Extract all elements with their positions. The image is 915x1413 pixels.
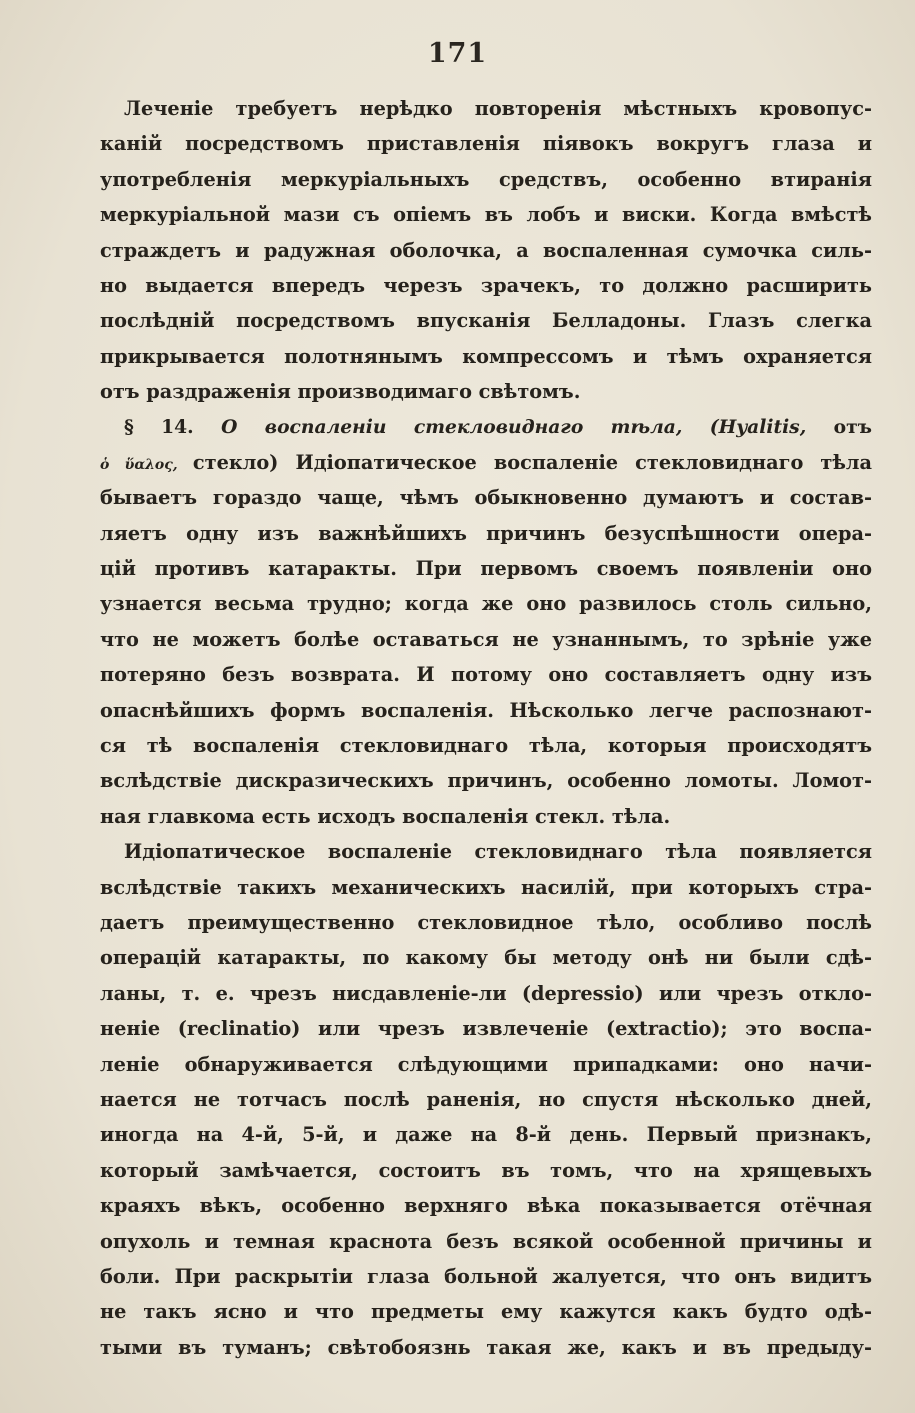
section-heading: О воспаленіи стекловиднаго тѣла, bbox=[221, 415, 710, 438]
text-line: боли. При раскрытіи глаза больной жалуется, что онъ видитъ bbox=[100, 1264, 872, 1288]
text-line: краяхъ вѣкъ, особенно верхняго вѣка показывается отёчная bbox=[100, 1194, 872, 1218]
text-line: ляетъ одну изъ важнѣйшихъ причинъ безуспѣшности опера- bbox=[100, 521, 872, 545]
text-line: иногда на 4-й, 5-й, и даже на 8-й день. Первый признакъ, bbox=[100, 1123, 872, 1147]
text-line: прикрывается полотнянымъ компрессомъ и тѣмъ охраняется bbox=[100, 344, 872, 368]
body-text bbox=[100, 91, 872, 1365]
text-line: вслѣдствіе такихъ механическихъ насилій, при которыхъ стра- bbox=[100, 875, 872, 899]
text-line: послѣдній посредствомъ впусканія Белладоны. Глазъ слегка bbox=[100, 309, 872, 333]
text-line: цій противъ катаракты. При первомъ своемъ появленіи оно bbox=[100, 557, 872, 581]
text-line: Идіопатическое воспаленіе стекловиднаго тѣла появляется bbox=[124, 840, 872, 864]
text-line: который замѣчается, состоитъ въ томъ, что на хрящевыхъ bbox=[100, 1158, 872, 1182]
text-line: что не можетъ болѣе оставаться не узнаннымъ, то зрѣніе уже bbox=[100, 627, 872, 651]
text-fragment: стекло) Идіопатическое воспаленіе стекловиднаго тѣла bbox=[192, 450, 872, 474]
text-line: потеряно безъ возврата. И потому оно составляетъ одну изъ bbox=[100, 663, 872, 687]
text-line: опаснѣйшихъ формъ воспаленія. Нѣсколько легче распознают- bbox=[100, 698, 872, 722]
paragraph-hyalitis bbox=[100, 410, 872, 835]
greek-term: ὁ ὕαλος, bbox=[100, 456, 193, 473]
text-line: употребленія меркуріальныхъ средствъ, особенно втиранія bbox=[100, 167, 872, 191]
text-line: ная главкома есть исходъ воспаленія стекл. тѣла. bbox=[100, 804, 671, 828]
text-line: ланы, т. е. чрезъ нисдавленіе-ли (depressio) или чрезъ откло- bbox=[100, 981, 872, 1005]
text-line: неніе (reclinatio) или чрезъ извлеченіе (extractio); это воспа- bbox=[100, 1017, 872, 1041]
text-line bbox=[100, 445, 872, 480]
text-line: опухоль и темная краснота безъ всякой особенной причины и bbox=[100, 1229, 872, 1253]
text-line: не такъ ясно и что предметы ему кажутся какъ будто одѣ- bbox=[100, 1300, 872, 1324]
text-line: бываетъ гораздо чаще, чѣмъ обыкновенно думаютъ и состав- bbox=[100, 486, 872, 510]
text-line: отъ раздраженія производимаго свѣтомъ. bbox=[100, 380, 581, 404]
paragraph-idiopathic bbox=[100, 834, 872, 1365]
text-line: вслѣдствіе дискразическихъ причинъ, особенно ломоты. Ломот- bbox=[100, 769, 872, 793]
text-line: узнается весьма трудно; когда же оно развилось столь сильно, bbox=[100, 592, 872, 616]
text-line: Леченіе требуетъ нерѣдко повторенія мѣстныхъ кровопус- bbox=[124, 97, 872, 120]
text-line: тыми въ туманъ; свѣтобоязнь такая же, какъ и въ предыду- bbox=[100, 1335, 872, 1359]
text-line: ся тѣ воспаленія стекловиднаго тѣла, которыя происходятъ bbox=[100, 734, 872, 758]
section-heading-line bbox=[100, 410, 872, 445]
section-number: § 14. bbox=[124, 415, 222, 438]
text-line: меркуріальной мази съ опіемъ въ лобъ и виски. Когда вмѣстѣ bbox=[100, 203, 872, 227]
text-line: но выдается впередъ черезъ зрачекъ, то должно расширить bbox=[100, 273, 872, 297]
text-line: леніе обнаруживается слѣдующими припадками: оно начи- bbox=[100, 1052, 872, 1076]
text-line: даетъ преимущественно стекловидное тѣло, особливо послѣ bbox=[100, 910, 872, 934]
text-line: нается не тотчасъ послѣ раненія, но спустя нѣсколько дней, bbox=[100, 1087, 872, 1111]
text-line: страждетъ и радужная оболочка, а воспаленная сумочка силь- bbox=[100, 238, 872, 262]
page-number: 171 bbox=[427, 38, 488, 69]
paragraph-treatment bbox=[100, 91, 872, 410]
text-line: каній посредствомъ приставленія піявокъ вокругъ глаза и bbox=[100, 132, 872, 156]
text-line: операцій катаракты, по какому бы методу онѣ ни были сдѣ- bbox=[100, 946, 872, 970]
heading-word: отъ bbox=[833, 415, 872, 438]
latin-term: (Hyalitis, bbox=[709, 415, 834, 438]
